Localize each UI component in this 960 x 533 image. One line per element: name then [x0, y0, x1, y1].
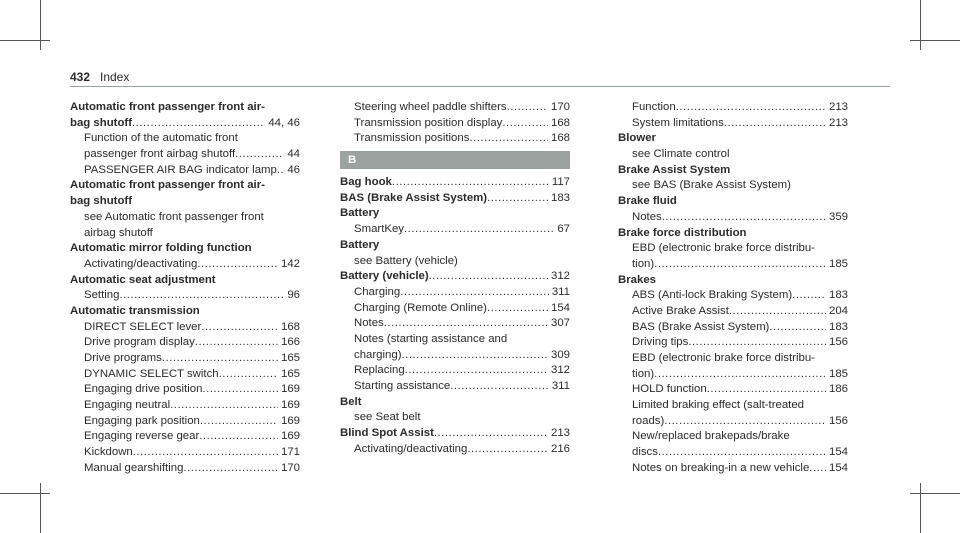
dot-leader — [119, 288, 284, 304]
entry-label: Replacing — [354, 364, 405, 377]
entry-label: BAS (Brake Assist System) — [632, 320, 770, 333]
entry-label: Charging — [354, 285, 401, 298]
index-column-3 — [618, 100, 848, 477]
index-entry[interactable] — [70, 461, 300, 477]
page-reference: 213 — [828, 101, 848, 113]
dot-leader — [707, 382, 826, 398]
entry-label: passenger front airbag shutoff — [84, 148, 236, 161]
page-reference: 307 — [550, 317, 570, 330]
page-reference: 142 — [280, 257, 300, 270]
index-heading-entry[interactable] — [70, 116, 300, 132]
dot-leader — [133, 445, 278, 461]
page-reference: 183 — [550, 191, 570, 204]
index-entry[interactable] — [70, 320, 300, 336]
entry-label: tion) — [632, 257, 655, 270]
dot-leader — [405, 363, 548, 379]
entry-label: bag shutoff — [70, 116, 133, 129]
page-reference: 165 — [280, 352, 300, 364]
index-entry[interactable] — [340, 222, 570, 238]
index-entry[interactable] — [340, 116, 570, 132]
entry-label: SmartKey — [354, 223, 405, 236]
dot-leader — [392, 175, 549, 191]
dot-leader — [729, 304, 826, 320]
index-column-2 — [340, 100, 570, 457]
dot-leader — [676, 100, 826, 116]
dot-leader — [769, 320, 826, 336]
page-reference: 44, 46 — [268, 116, 300, 129]
index-entry[interactable] — [70, 398, 300, 414]
index-subentry-text: Notes (starting assistance and — [354, 332, 508, 345]
index-entry[interactable] — [340, 348, 570, 364]
index-entry[interactable] — [618, 288, 848, 304]
page-reference: 67 — [557, 223, 570, 236]
index-heading: Brake Assist System — [618, 163, 731, 176]
index-entry[interactable] — [618, 320, 848, 336]
entry-label: Transmission positions — [354, 132, 470, 145]
index-subentry-text: Function of the automatic front — [84, 132, 238, 145]
crop-mark — [910, 40, 960, 41]
index-entry[interactable] — [618, 461, 848, 477]
index-heading-entry[interactable] — [340, 191, 570, 207]
index-heading: Brake fluid — [618, 195, 677, 208]
entry-label: Engaging neutral — [84, 399, 171, 412]
index-entry[interactable] — [340, 442, 570, 458]
index-heading-entry[interactable] — [340, 426, 570, 442]
entry-label: Notes on breaking-in a new vehicle — [632, 461, 810, 474]
index-heading: Automatic front passenger front air- — [70, 101, 265, 113]
index-subentry-text: see Automatic front passenger front — [84, 210, 264, 223]
index-entry[interactable] — [618, 116, 848, 132]
page-reference: 185 — [828, 257, 848, 270]
index-entry[interactable] — [340, 363, 570, 379]
entry-label: Steering wheel paddle shifters — [354, 101, 507, 113]
page-reference: 169 — [280, 383, 300, 396]
header-rule — [70, 86, 890, 87]
entry-label: Manual gearshifting — [84, 461, 184, 474]
crop-mark — [910, 493, 960, 494]
page-reference: 183 — [828, 320, 848, 333]
page-reference: 154 — [828, 461, 848, 474]
index-entry[interactable] — [70, 257, 300, 273]
index-subentry-text: see Seat belt — [354, 411, 421, 424]
index-heading: Brake force distribution — [618, 226, 747, 239]
dot-leader — [199, 429, 278, 445]
entry-label: Notes — [632, 210, 662, 223]
dot-leader — [487, 301, 548, 317]
index-entry[interactable] — [70, 429, 300, 445]
index-entry[interactable] — [70, 163, 300, 179]
entry-label: BAS (Brake Assist System) — [340, 191, 488, 204]
dot-leader — [724, 116, 826, 132]
index-entry[interactable] — [618, 304, 848, 320]
index-entry[interactable] — [618, 367, 848, 383]
page-reference: 216 — [550, 442, 570, 455]
index-subentry-text: see Battery (vehicle) — [354, 254, 458, 267]
dot-leader — [402, 348, 548, 364]
dot-leader — [162, 351, 278, 367]
entry-label: Engaging drive position — [84, 383, 203, 396]
dot-leader — [235, 147, 284, 163]
dot-leader — [429, 269, 548, 285]
entry-label: PASSENGER AIR BAG indicator lamp — [84, 163, 277, 176]
dot-leader — [404, 222, 554, 238]
index-entry[interactable] — [618, 100, 848, 116]
index-heading-entry[interactable] — [340, 269, 570, 285]
index-heading: Automatic mirror folding function — [70, 242, 252, 255]
page-reference: 183 — [828, 289, 848, 302]
page-reference: 154 — [828, 446, 848, 459]
dot-leader — [654, 367, 826, 383]
entry-label: roads) — [632, 414, 665, 427]
dot-leader — [502, 116, 548, 132]
index-entry[interactable] — [70, 288, 300, 304]
page-reference: 311 — [551, 380, 570, 392]
index-entry[interactable] — [70, 382, 300, 398]
index-entry[interactable] — [340, 379, 570, 395]
index-entry[interactable] — [618, 445, 848, 461]
index-heading: bag shutoff — [70, 195, 133, 208]
dot-leader — [658, 445, 826, 461]
crop-mark — [920, 0, 921, 50]
index-column-1 — [70, 100, 300, 477]
dot-leader — [654, 257, 826, 273]
dot-leader — [662, 210, 826, 226]
index-heading: Belt — [340, 395, 362, 408]
entry-label: System limitations — [632, 116, 724, 129]
page-reference: 359 — [828, 210, 848, 223]
entry-label: Activating/deactivating — [84, 257, 198, 270]
entry-label: DYNAMIC SELECT switch — [84, 367, 219, 380]
page-reference: 170 — [550, 101, 570, 113]
dot-leader — [195, 335, 278, 351]
entry-label: HOLD function — [632, 383, 707, 396]
index-heading: Battery — [340, 238, 380, 251]
page-reference: 312 — [550, 270, 570, 283]
page-reference: 185 — [828, 367, 848, 380]
crop-mark — [920, 483, 921, 533]
entry-label: discs — [632, 446, 658, 459]
page-reference: 213 — [828, 116, 848, 129]
dot-leader — [469, 131, 548, 147]
index-entry[interactable] — [340, 131, 570, 147]
dot-leader — [202, 382, 278, 398]
entry-label: Kickdown — [84, 446, 133, 459]
index-entry[interactable] — [70, 367, 300, 383]
entry-label: Battery (vehicle) — [340, 270, 429, 283]
page-reference: 309 — [550, 348, 570, 361]
dot-leader — [200, 414, 278, 430]
entry-label: Charging (Remote Online) — [354, 301, 487, 314]
entry-label: Notes — [354, 317, 384, 330]
entry-label: Drive programs — [84, 352, 162, 364]
page-reference: 312 — [550, 364, 570, 377]
dot-leader — [219, 367, 278, 383]
entry-label: Starting assistance — [354, 380, 451, 392]
dot-leader — [170, 398, 278, 414]
page-reference: 186 — [828, 383, 848, 396]
entry-label: Activating/deactivating — [354, 442, 468, 455]
index-entry[interactable] — [340, 316, 570, 332]
crop-mark — [40, 0, 41, 50]
page-reference: 204 — [828, 304, 848, 317]
entry-label: Engaging park position — [84, 414, 200, 427]
index-entry[interactable] — [618, 414, 848, 430]
entry-label: Blind Spot Assist — [340, 427, 434, 440]
dot-leader — [688, 335, 826, 351]
index-entry[interactable] — [618, 335, 848, 351]
entry-label: Driving tips — [632, 336, 689, 349]
index-subentry-text: EBD (electronic brake force distribu- — [632, 242, 815, 255]
page-reference: 96 — [287, 289, 300, 302]
index-subentry-text: New/replaced brakepads/brake — [632, 430, 790, 443]
dot-leader — [197, 257, 278, 273]
page-reference: 156 — [828, 414, 848, 427]
dot-leader — [507, 100, 548, 116]
index-entry[interactable] — [70, 414, 300, 430]
entry-label: Bag hook — [340, 176, 392, 189]
dot-leader — [792, 288, 826, 304]
index-entry[interactable] — [340, 301, 570, 317]
dot-leader — [201, 320, 278, 336]
index-subentry-text: airbag shutoff — [84, 226, 153, 239]
index-entry[interactable] — [618, 382, 848, 398]
page-reference: 169 — [280, 430, 300, 443]
entry-label: charging) — [354, 348, 402, 361]
section-title: Index — [100, 70, 130, 84]
section-letter: B — [340, 151, 570, 169]
page-reference: 213 — [550, 427, 570, 440]
entry-label: DIRECT SELECT lever — [84, 320, 202, 333]
page-reference: 169 — [280, 414, 300, 427]
page-reference: 169 — [280, 399, 300, 412]
entry-label: Engaging reverse gear — [84, 430, 200, 443]
index-heading: Automatic seat adjustment — [70, 273, 216, 286]
index-entry[interactable] — [70, 351, 300, 367]
index-entry[interactable] — [340, 285, 570, 301]
dot-leader — [132, 116, 265, 132]
page-reference: 46 — [287, 163, 300, 176]
dot-leader — [664, 414, 826, 430]
page-reference: 168 — [550, 116, 570, 129]
page-reference: 117 — [551, 176, 570, 189]
index-entry[interactable] — [340, 100, 570, 116]
entry-label: Transmission position display — [354, 116, 503, 129]
index-subentry-text: EBD (electronic brake force distribu- — [632, 352, 815, 364]
index-heading: Brakes — [618, 273, 656, 286]
dot-leader — [277, 163, 284, 179]
dot-leader — [384, 316, 548, 332]
index-entry[interactable] — [70, 147, 300, 163]
page-reference: 165 — [280, 367, 300, 380]
index-entry[interactable] — [70, 445, 300, 461]
dot-leader — [434, 426, 548, 442]
index-subentry-text: see Climate control — [632, 148, 730, 161]
page-number: 432 — [70, 70, 91, 84]
index-heading: Blower — [618, 132, 656, 145]
page-reference: 171 — [280, 446, 300, 459]
page-reference: 168 — [550, 132, 570, 145]
index-entry[interactable] — [70, 335, 300, 351]
dot-leader — [400, 285, 549, 301]
entry-label: Function — [632, 101, 676, 113]
dot-leader — [450, 379, 549, 395]
index-entry[interactable] — [618, 257, 848, 273]
index-heading-entry[interactable] — [340, 175, 570, 191]
crop-mark — [40, 483, 41, 533]
dot-leader — [467, 442, 548, 458]
index-entry[interactable] — [618, 210, 848, 226]
index-subentry-text: Limited braking effect (salt-treated — [632, 399, 804, 412]
entry-label: Drive program display — [84, 336, 195, 349]
page-reference: 311 — [551, 285, 570, 298]
entry-label: tion) — [632, 367, 655, 380]
index-heading: Automatic front passenger front air- — [70, 179, 265, 192]
crop-mark — [0, 493, 50, 494]
page-reference: 168 — [280, 320, 300, 333]
index-heading: Battery — [340, 207, 380, 220]
entry-label: Active Brake Assist — [632, 304, 729, 317]
dot-leader — [809, 461, 826, 477]
page-reference: 44 — [287, 148, 300, 161]
page-reference: 170 — [280, 461, 300, 474]
page-reference: 154 — [550, 301, 570, 314]
index-heading: Automatic transmission — [70, 304, 200, 317]
page-reference: 156 — [828, 336, 848, 349]
entry-label: ABS (Anti-lock Braking System) — [632, 289, 793, 302]
page-reference: 166 — [280, 336, 300, 349]
dot-leader — [183, 461, 278, 477]
dot-leader — [487, 191, 548, 207]
crop-mark — [0, 40, 50, 41]
entry-label: Setting — [84, 289, 120, 302]
index-subentry-text: see BAS (Brake Assist System) — [632, 179, 791, 192]
